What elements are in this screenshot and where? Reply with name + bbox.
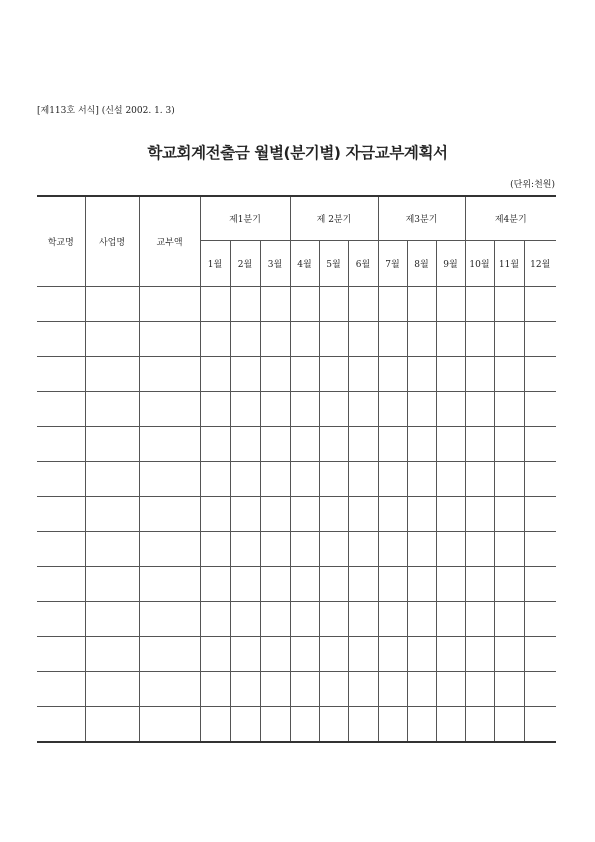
table-cell[interactable] [260,672,290,707]
table-cell[interactable] [200,567,230,602]
table-cell[interactable] [37,707,85,743]
table-cell[interactable] [290,707,319,743]
table-cell[interactable] [139,567,200,602]
table-cell[interactable] [230,287,260,322]
header-month-10: 10월 [465,241,494,287]
table-cell[interactable] [85,392,139,427]
table-cell[interactable] [378,707,407,743]
table-cell[interactable] [348,357,378,392]
table-cell[interactable] [230,602,260,637]
table-cell[interactable] [260,357,290,392]
table-row [37,672,556,707]
table-cell[interactable] [348,497,378,532]
table-cell[interactable] [407,287,436,322]
header-quarter-3: 제3분기 [378,196,465,241]
table-cell[interactable] [319,287,348,322]
table-cell[interactable] [407,707,436,743]
table-cell[interactable] [465,392,494,427]
table-cell[interactable] [524,357,556,392]
table-row [37,497,556,532]
table-cell[interactable] [378,637,407,672]
table-cell[interactable] [407,392,436,427]
table-cell[interactable] [465,707,494,743]
table-cell[interactable] [200,392,230,427]
table-cell[interactable] [348,567,378,602]
header-grant-amount: 교부액 [139,196,200,287]
table-cell[interactable] [139,532,200,567]
table-row [37,567,556,602]
table-cell[interactable] [85,602,139,637]
table-cell[interactable] [465,672,494,707]
header-month-3: 3월 [260,241,290,287]
funding-plan-table [37,195,556,743]
table-cell[interactable] [524,427,556,462]
header-month-5: 5월 [319,241,348,287]
table-cell[interactable] [85,567,139,602]
table-cell[interactable] [319,707,348,743]
table-row [37,427,556,462]
table-cell[interactable] [436,462,465,497]
header-month-2: 2월 [230,241,260,287]
table-cell[interactable] [260,392,290,427]
table-cell[interactable] [436,567,465,602]
table-cell[interactable] [524,707,556,743]
table-cell[interactable] [200,462,230,497]
table-row [37,357,556,392]
table-cell[interactable] [85,532,139,567]
table-cell[interactable] [230,392,260,427]
table-cell[interactable] [436,322,465,357]
table-row [37,532,556,567]
table-cell[interactable] [260,637,290,672]
table-cell[interactable] [348,637,378,672]
table-cell[interactable] [378,497,407,532]
table-cell[interactable] [260,322,290,357]
table-cell[interactable] [139,322,200,357]
table-cell[interactable] [319,532,348,567]
table-cell[interactable] [200,637,230,672]
table-cell[interactable] [290,287,319,322]
table-cell[interactable] [494,672,524,707]
form-number: [제113호 서식] (신설 2002. 1. 3) [37,106,175,116]
table-cell[interactable] [230,637,260,672]
header-month-6: 6월 [348,241,378,287]
table-cell[interactable] [407,567,436,602]
table-cell[interactable] [290,392,319,427]
table-cell[interactable] [319,392,348,427]
document-title: 학교회계전출금 월별(분기별) 자금교부계획서 [147,144,448,162]
table-cell[interactable] [407,602,436,637]
table-cell[interactable] [407,532,436,567]
table-cell[interactable] [85,427,139,462]
table-row [37,637,556,672]
table-cell[interactable] [319,602,348,637]
table-cell[interactable] [139,602,200,637]
table-cell[interactable] [436,602,465,637]
table-cell[interactable] [407,637,436,672]
table-cell[interactable] [378,287,407,322]
table-cell[interactable] [319,357,348,392]
table-cell[interactable] [348,532,378,567]
table-cell[interactable] [290,567,319,602]
header-month-8: 8월 [407,241,436,287]
table-cell[interactable] [494,567,524,602]
table-cell[interactable] [37,567,85,602]
table-cell[interactable] [436,497,465,532]
table-cell[interactable] [230,357,260,392]
header-month-4: 4월 [290,241,319,287]
table-cell[interactable] [348,392,378,427]
table-cell[interactable] [407,672,436,707]
table-cell[interactable] [139,707,200,743]
table-cell[interactable] [290,637,319,672]
table-cell[interactable] [407,357,436,392]
table-cell[interactable] [436,532,465,567]
table-cell[interactable] [378,672,407,707]
table-cell[interactable] [37,427,85,462]
table-cell[interactable] [260,462,290,497]
table-cell[interactable] [524,392,556,427]
table-cell[interactable] [436,357,465,392]
table-cell[interactable] [290,357,319,392]
table-cell[interactable] [465,637,494,672]
table-cell[interactable] [465,497,494,532]
table-cell[interactable] [407,322,436,357]
table-row [37,707,556,743]
table-cell[interactable] [139,497,200,532]
table-cell[interactable] [230,322,260,357]
table-cell[interactable] [200,357,230,392]
table-cell[interactable] [290,497,319,532]
table-row [37,392,556,427]
table-cell[interactable] [85,497,139,532]
table-cell[interactable] [139,392,200,427]
table-cell[interactable] [230,462,260,497]
table-cell[interactable] [260,287,290,322]
table-cell[interactable] [139,637,200,672]
table-cell[interactable] [465,357,494,392]
table-cell[interactable] [200,602,230,637]
unit-note: (단위:천원) [510,180,555,190]
table-cell[interactable] [37,497,85,532]
table-cell[interactable] [260,427,290,462]
table-cell[interactable] [200,672,230,707]
table-cell[interactable] [407,427,436,462]
table-cell[interactable] [37,287,85,322]
table-cell[interactable] [348,462,378,497]
table-cell[interactable] [319,322,348,357]
table-row [37,287,556,322]
table-cell[interactable] [85,322,139,357]
table-cell[interactable] [494,357,524,392]
table-cell[interactable] [524,637,556,672]
table-cell[interactable] [260,532,290,567]
table-cell[interactable] [200,287,230,322]
table-cell[interactable] [139,462,200,497]
table-cell[interactable] [37,462,85,497]
table-cell[interactable] [494,392,524,427]
table-cell[interactable] [37,602,85,637]
table-cell[interactable] [348,427,378,462]
table-cell[interactable] [436,392,465,427]
table-cell[interactable] [230,672,260,707]
header-month-7: 7월 [378,241,407,287]
table-cell[interactable] [319,672,348,707]
table-cell[interactable] [348,672,378,707]
table-cell[interactable] [37,532,85,567]
table-cell[interactable] [85,462,139,497]
table-cell[interactable] [378,532,407,567]
table-cell[interactable] [230,427,260,462]
table-cell[interactable] [378,427,407,462]
table-cell[interactable] [436,707,465,743]
table-cell[interactable] [290,672,319,707]
table-cell[interactable] [37,672,85,707]
table-cell[interactable] [524,602,556,637]
header-project-name: 사업명 [85,196,139,287]
table-cell[interactable] [348,707,378,743]
table-cell[interactable] [319,637,348,672]
table-cell[interactable] [290,322,319,357]
table-cell[interactable] [139,357,200,392]
table-cell[interactable] [200,427,230,462]
table-cell[interactable] [230,497,260,532]
table-cell[interactable] [494,602,524,637]
table-cell[interactable] [85,672,139,707]
table-cell[interactable] [200,322,230,357]
header-quarter-2: 제 2분기 [290,196,378,241]
table-cell[interactable] [37,392,85,427]
table-cell[interactable] [260,497,290,532]
table-cell[interactable] [436,672,465,707]
table-cell[interactable] [524,567,556,602]
table-cell[interactable] [85,637,139,672]
table-cell[interactable] [290,532,319,567]
table-cell[interactable] [378,322,407,357]
table-cell[interactable] [200,497,230,532]
table-cell[interactable] [37,322,85,357]
table-cell[interactable] [494,287,524,322]
table-cell[interactable] [290,602,319,637]
table-cell[interactable] [465,602,494,637]
table-cell[interactable] [290,462,319,497]
table-cell[interactable] [260,567,290,602]
table-cell[interactable] [85,357,139,392]
header-quarter-1: 제1분기 [200,196,290,241]
table-cell[interactable] [260,602,290,637]
table-cell[interactable] [524,287,556,322]
table-cell[interactable] [230,707,260,743]
table-cell[interactable] [378,392,407,427]
table-cell[interactable] [85,287,139,322]
table-cell[interactable] [348,287,378,322]
table-cell[interactable] [319,462,348,497]
table-cell[interactable] [494,532,524,567]
table-cell[interactable] [465,427,494,462]
table-cell[interactable] [319,427,348,462]
table-row [37,322,556,357]
table-cell[interactable] [407,462,436,497]
table-cell[interactable] [465,567,494,602]
table-cell[interactable] [200,532,230,567]
table-cell[interactable] [494,497,524,532]
table-cell[interactable] [348,322,378,357]
table-cell[interactable] [436,427,465,462]
table-cell[interactable] [494,462,524,497]
table-cell[interactable] [230,532,260,567]
table-cell[interactable] [260,707,290,743]
table-cell[interactable] [465,322,494,357]
header-school-name: 학교명 [37,196,85,287]
table-cell[interactable] [378,462,407,497]
table-cell[interactable] [139,427,200,462]
table-cell[interactable] [139,287,200,322]
table-cell[interactable] [378,567,407,602]
table-cell[interactable] [319,497,348,532]
table-cell[interactable] [524,322,556,357]
table-cell[interactable] [200,707,230,743]
table-cell[interactable] [524,532,556,567]
table-cell[interactable] [436,637,465,672]
table-cell[interactable] [37,357,85,392]
table-cell[interactable] [378,357,407,392]
table-cell[interactable] [494,637,524,672]
table-cell[interactable] [494,427,524,462]
table-cell[interactable] [407,497,436,532]
table-cell[interactable] [524,462,556,497]
table-body [37,287,556,743]
table-cell[interactable] [465,532,494,567]
table-cell[interactable] [524,672,556,707]
table-cell[interactable] [524,497,556,532]
header-month-11: 11월 [494,241,524,287]
header-month-12: 12월 [524,241,556,287]
header-quarter-4: 제4분기 [465,196,556,241]
table-row [37,602,556,637]
table-cell[interactable] [139,672,200,707]
table-cell[interactable] [348,602,378,637]
table-cell[interactable] [290,427,319,462]
table-cell[interactable] [436,287,465,322]
table-cell[interactable] [230,567,260,602]
table-cell[interactable] [378,602,407,637]
table-cell[interactable] [465,287,494,322]
table-cell[interactable] [494,322,524,357]
table-row [37,462,556,497]
table-cell[interactable] [319,567,348,602]
table-cell[interactable] [494,707,524,743]
table-cell[interactable] [85,707,139,743]
header-month-9: 9월 [436,241,465,287]
table-cell[interactable] [37,637,85,672]
table-cell[interactable] [465,462,494,497]
header-month-1: 1월 [200,241,230,287]
